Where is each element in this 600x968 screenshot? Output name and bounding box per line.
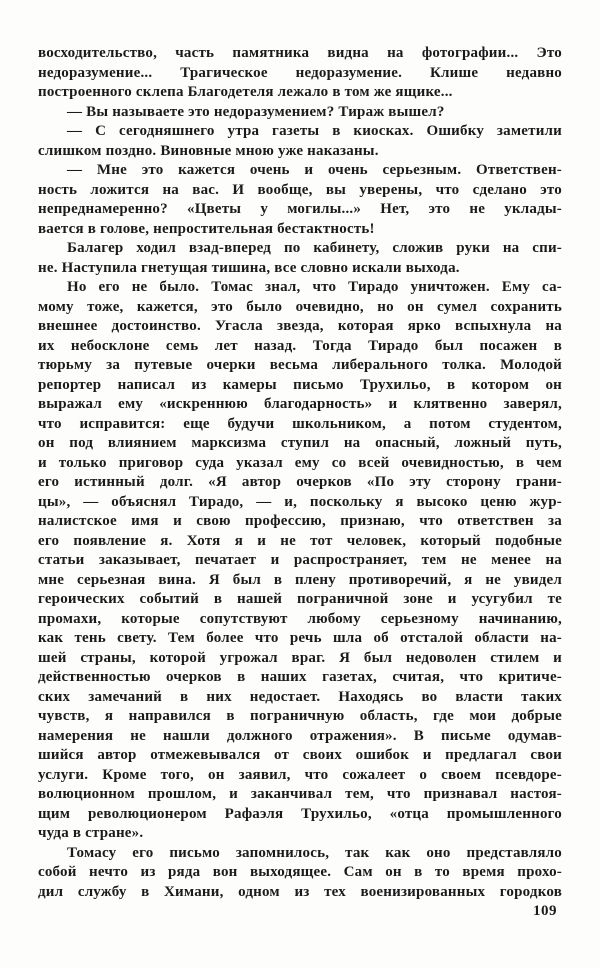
text-line: мне серьезная вина. Я был в плену противоречий, я не увидел bbox=[38, 571, 562, 588]
text-line: вается в голове, непростительная бестактность! bbox=[38, 220, 375, 237]
page-number: 109 bbox=[533, 903, 557, 919]
text-line: услуги. Кроме того, он заявил, что сожалеет о своем псевдоре- bbox=[38, 766, 562, 783]
text-line: восходительство, часть памятника видна на фотографии... Это bbox=[38, 45, 562, 61]
text-line: чувств, я направился в пограничную область, где мои добрые bbox=[38, 708, 562, 724]
text-line: цы», — объяснял Тирадо, — и, поскольку я высоко ценю жур- bbox=[38, 493, 562, 510]
text-line: тюрьму за путевые очерки весьма либерального толка. Молодой bbox=[38, 357, 562, 373]
text-line: статьи заказывает, печатает и распространяет, тем не менее на bbox=[38, 552, 562, 568]
text-line: слишком поздно. Виновные мною уже наказаны. bbox=[38, 142, 379, 159]
text-line: его истинный долг. «Я автор очерков «По эту сторону грани- bbox=[38, 474, 562, 490]
text-line: ность ложится на вас. И вообще, вы уверены, что сделано это bbox=[38, 181, 562, 198]
text-line: внешнее достоинство. Угасла звезда, которая ярко вспыхнула на bbox=[38, 318, 562, 334]
text-line: — Вы называете это недоразумением? Тираж вышел? bbox=[67, 103, 445, 120]
text-line: собой нечто из ряда вон выходящее. Сам он в то время прохо- bbox=[38, 864, 562, 880]
text-line: и только приговор суда указал ему со всей очевидностью, в чем bbox=[38, 454, 562, 471]
text-line: выражал ему «искреннюю благодарность» и клятвенно заверял, bbox=[38, 396, 562, 412]
text-line: героических событий в нашей пограничной зоне и усугубил те bbox=[38, 591, 562, 607]
text-line: шей страны, которой угрожал враг. Я был недоволен стилем и bbox=[38, 649, 562, 666]
text-line: что исправится: еще будучи школьником, а потом студентом, bbox=[38, 415, 562, 432]
text-line: — Мне это кажется очень и очень серьезным. Ответствен- bbox=[67, 162, 562, 178]
text-line: не. Наступила гнетущая тишина, все словно искали выхода. bbox=[38, 259, 460, 276]
text-line: Балагер ходил взад-вперед по кабинету, сложив руки на спи- bbox=[67, 240, 562, 256]
text-line: мому тоже, кажется, это было очевидно, но он сумел сохранить bbox=[38, 298, 562, 315]
text-line: он под влиянием марксизма ступил на опасный, ложный путь, bbox=[38, 435, 562, 451]
text-line: их небосклоне семь лет назад. Тогда Тирадо был посажен в bbox=[38, 337, 562, 354]
text-line: его появление я. Хотя я и не тот человек, который подобные bbox=[38, 532, 562, 549]
text-line: дил службу в Химани, одном из тех военизированных городков bbox=[38, 883, 562, 900]
text-line: налистское имя и свою профессию, признаю, что ответствен за bbox=[38, 513, 562, 529]
text-line: шийся автор отмежевывался от своих ошибок и предлагал свои bbox=[38, 747, 562, 763]
text-line: действенностью очерков в наших газетах, считая, что критиче- bbox=[38, 669, 562, 685]
text-line: недоразумение... Трагическое недоразумение. Клише недавно bbox=[38, 64, 562, 81]
page-text bbox=[38, 44, 562, 902]
text-line: как тень свету. Тем более что речь шла об отсталой области на- bbox=[38, 630, 562, 646]
text-line: промахи, которые сопутствуют любому серьезному начинанию, bbox=[38, 610, 562, 627]
text-line: репортер написал из камеры письмо Трухильо, в котором он bbox=[38, 376, 562, 393]
text-line: волюционном прошлом, и заканчивал тем, что признавал настоя- bbox=[38, 786, 562, 802]
text-line: намерения не нашли должного отражения». В письме одумав- bbox=[38, 727, 562, 744]
text-line: Томасу его письмо запомнилось, так как оно представляло bbox=[67, 844, 562, 861]
text-line: чуда в стране». bbox=[38, 825, 144, 841]
text-line: построенного склепа Благодетеля лежало в том же ящике... bbox=[38, 84, 453, 100]
text-line: непреднамеренно? «Цветы у могилы...» Нет, это не уклады- bbox=[38, 201, 562, 217]
text-line: щим революционером Рафаэля Трухильо, «отца промышленного bbox=[38, 805, 562, 822]
text-line: ских замечаний в них недостает. Находясь во власти таких bbox=[38, 688, 562, 705]
text-line: Но его не было. Томас знал, что Тирадо уничтожен. Ему са- bbox=[67, 279, 562, 295]
text-line: — С сегодняшнего утра газеты в киосках. Ошибку заметили bbox=[67, 123, 562, 139]
